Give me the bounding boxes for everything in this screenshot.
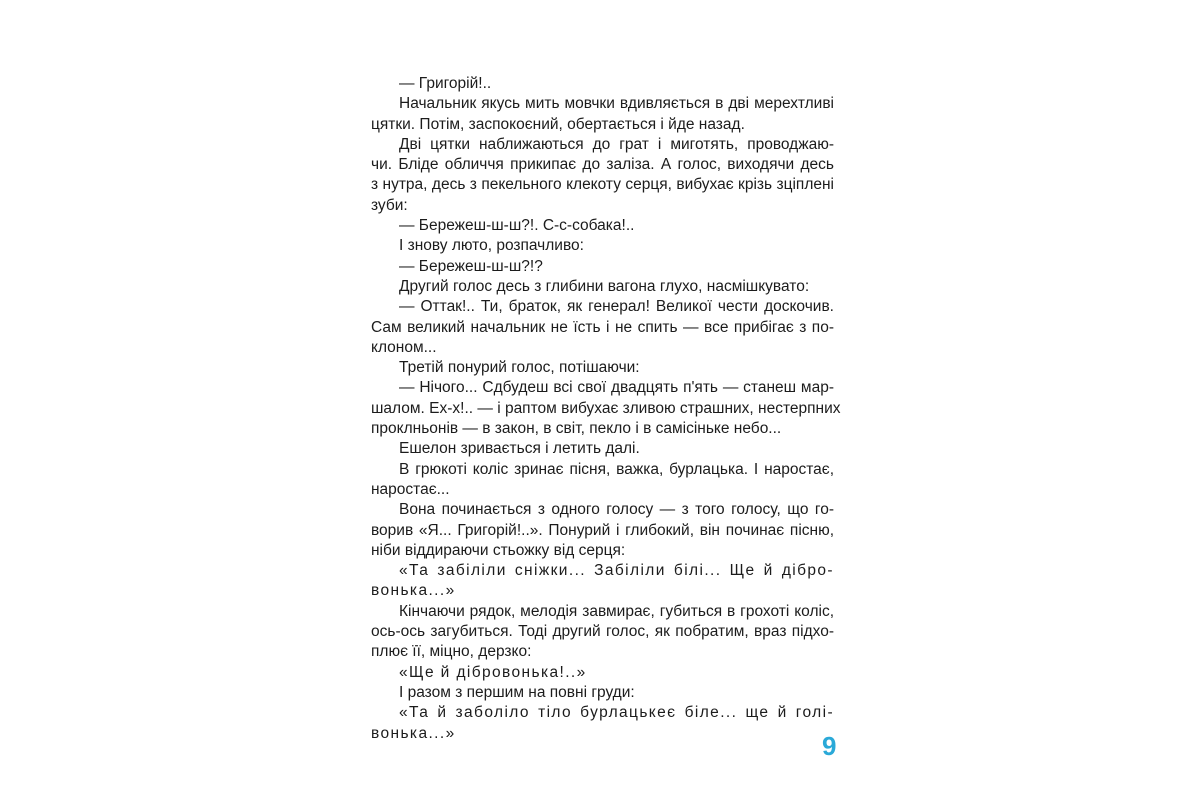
text-line: — Оттак!.. Ти, браток, як генерал! Великої чести доскочив. [399, 298, 834, 316]
text-line: зуби: [371, 196, 408, 214]
text-line: І разом з першим на повні груди: [399, 683, 635, 701]
text-line: вонька...» [371, 724, 456, 742]
text-line: ворив «Я... Григорій!..». Понурий і глибокий, він починає пісню, [371, 521, 834, 539]
text-line: І знову люто, розпачливо: [399, 237, 584, 255]
text-line: проклньонів — в закон, в світ, пекло і в самісіньке небо... [371, 420, 782, 438]
text-line: В грюкоті коліс зринає пісня, важка, бурлацька. І наростає, [399, 460, 834, 478]
text-line: з нутра, десь з пекельного клекоту серця, вибухає крізь зціплені [371, 176, 834, 194]
text-line: ось-ось загубиться. Тоді другий голос, як побратим, враз підхо- [371, 623, 834, 641]
text-line: Сам великий начальник не їсть і не спить — все прибігає з по- [371, 318, 834, 336]
text-line: — Бережеш-ш-ш?!? [399, 257, 543, 275]
text-line: Дві цятки наближаються до грат і миготять, проводжаю- [399, 135, 834, 153]
text-line: Кінчаючи рядок, мелодія завмирає, губиться в грохоті коліс, [399, 602, 834, 620]
body-text [371, 74, 841, 744]
text-line: наростає... [371, 480, 450, 498]
text-line: Ешелон зривається і летить далі. [399, 440, 640, 458]
text-line: «Ще й дібровонька!..» [399, 663, 587, 681]
text-line: шалом. Ех-х!.. — і раптом вибухає зливою страшних, нестерпних [371, 399, 841, 417]
text-line: «Та забіліли сніжки... Забіліли білі... Ще й дібро- [399, 562, 834, 580]
text-line: Третій понурий голос, потішаючи: [399, 359, 640, 377]
text-line: ніби віддираючи стьожку від серця: [371, 541, 626, 559]
text-line: Вона починається з одного голосу — з того голосу, що го- [399, 501, 834, 519]
text-line: вонька...» [371, 582, 456, 600]
text-line: — Бережеш-ш-ш?!. С-с-собака!.. [399, 217, 635, 235]
text-line: цятки. Потім, заспокоєний, обертається і йде назад. [371, 115, 745, 133]
text-line: — Нічого... Сдбудеш всі свої двадцять п'ять — станеш мар- [399, 379, 834, 397]
text-line: «Та й заболіло тіло бурлацькеє біле... ще й голі- [399, 704, 834, 722]
text-line: Другий голос десь з глибини вагона глухо, насмішкувато: [399, 277, 810, 295]
text-line: плює її, міцно, дерзко: [371, 643, 532, 661]
page-number: 9 [822, 731, 837, 761]
text-line: Начальник якусь мить мовчки вдивляється в дві мерехтливі [399, 95, 834, 113]
text-line: чи. Бліде обличчя прикипає до заліза. А голос, виходячи десь [371, 156, 834, 174]
text-line: клоном... [371, 338, 437, 356]
text-line: — Григорій!.. [399, 75, 492, 92]
